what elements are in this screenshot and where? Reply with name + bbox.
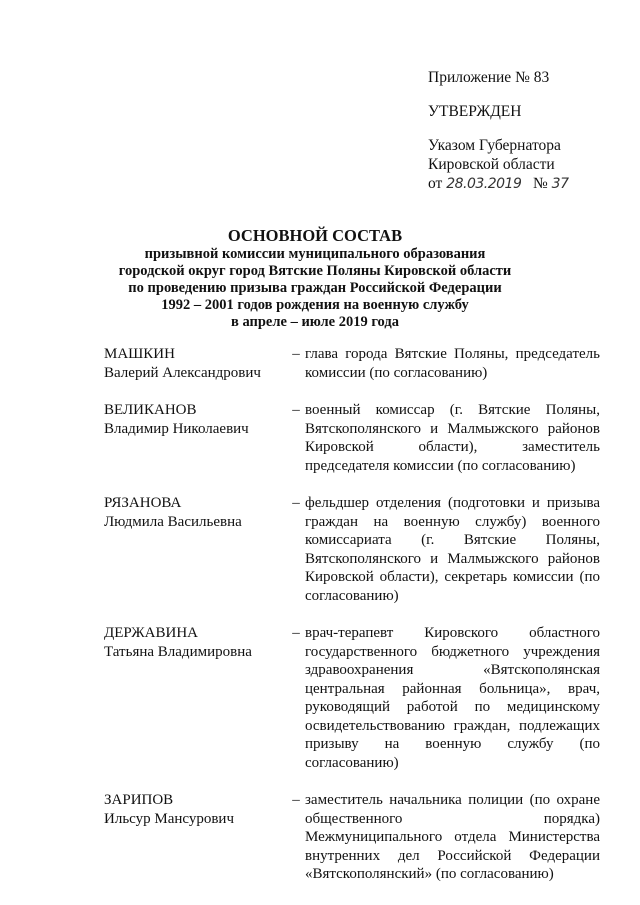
decree-date-line (428, 174, 628, 194)
decree-line-1: Указом Губернатора (428, 137, 561, 154)
title-line-5: в апреле – июле 2019 года (231, 314, 399, 330)
title-line-1: призывной комиссии муниципального образования (144, 246, 486, 262)
member-person (104, 345, 287, 382)
member-role: заместитель начальника полиции (по охране общественного порядка) Межмуниципального отдела Министерства внутренних дел Российской Федерации «Вятскополянский» (по согласованию) (305, 792, 600, 882)
member-surname: ДЕРЖАВИНА (104, 625, 198, 641)
member-row (104, 345, 600, 382)
member-dash: – (292, 625, 300, 641)
member-name: Владимир Николаевич (104, 420, 249, 437)
member-person (104, 624, 287, 772)
member-dash: – (292, 346, 300, 362)
member-row (104, 791, 600, 884)
decree-line-2: Кировской области (428, 156, 555, 173)
title-line-3: по проведению призыва граждан Российской Федерации (128, 280, 502, 296)
number-prefix: № (533, 175, 548, 192)
title-line-4: 1992 – 2001 годов рождения на военную службу (161, 297, 469, 313)
member-name: Людмила Васильевна (104, 513, 242, 530)
appendix-number: Приложение № 83 (428, 69, 550, 86)
member-person (104, 401, 287, 475)
members-list (104, 345, 600, 903)
document-title (95, 226, 535, 331)
member-role: врач-терапевт Кировского областного государственного бюджетного учреждения здравоохранения «Вятскополянская центральная районная больница», врач, руководящий работой по медицинскому освидетельствованию граждан, подлежащих призыву на военную службу (по согласованию) (305, 625, 600, 771)
member-row (104, 624, 600, 772)
member-dash: – (292, 792, 300, 808)
date-prefix: от (428, 175, 443, 192)
member-name: Татьяна Владимировна (104, 643, 252, 660)
member-person (104, 494, 287, 605)
member-row (104, 494, 600, 605)
title-main: ОСНОВНОЙ СОСТАВ (227, 226, 403, 245)
member-role: фельдшер отделения (подготовки и призыва граждан на военную службу) военного комиссариата (г. Вятские Поляны, Вятскополянского и Малмыжского районов Кировской области), секретарь комиссии (по согласованию) (305, 495, 600, 604)
member-name: Ильсур Мансурович (104, 810, 235, 827)
member-role: военный комиссар (г. Вятские Поляны, Вятскополянского и Малмыжского районов Кировской области), заместитель председателя комиссии (по согласованию) (305, 402, 600, 474)
approved-label: УТВЕРЖДЕН (428, 103, 522, 120)
decree-number: 37 (551, 176, 569, 192)
member-name: Валерий Александрович (104, 364, 261, 381)
title-line-2: городской округ город Вятские Поляны Кировской области (118, 263, 512, 279)
member-surname: МАШКИН (104, 346, 175, 362)
member-dash: – (292, 495, 300, 511)
member-person (104, 791, 287, 884)
decree-date: 28.03.2019 (446, 176, 522, 192)
member-row (104, 401, 600, 475)
member-surname: ВЕЛИКАНОВ (104, 402, 197, 418)
member-surname: ЗАРИПОВ (104, 792, 174, 808)
member-surname: РЯЗАНОВА (104, 495, 182, 511)
member-role: глава города Вятские Поляны, председатель комиссии (по согласованию) (305, 346, 600, 381)
member-dash: – (292, 402, 300, 418)
approval-block (428, 68, 628, 194)
